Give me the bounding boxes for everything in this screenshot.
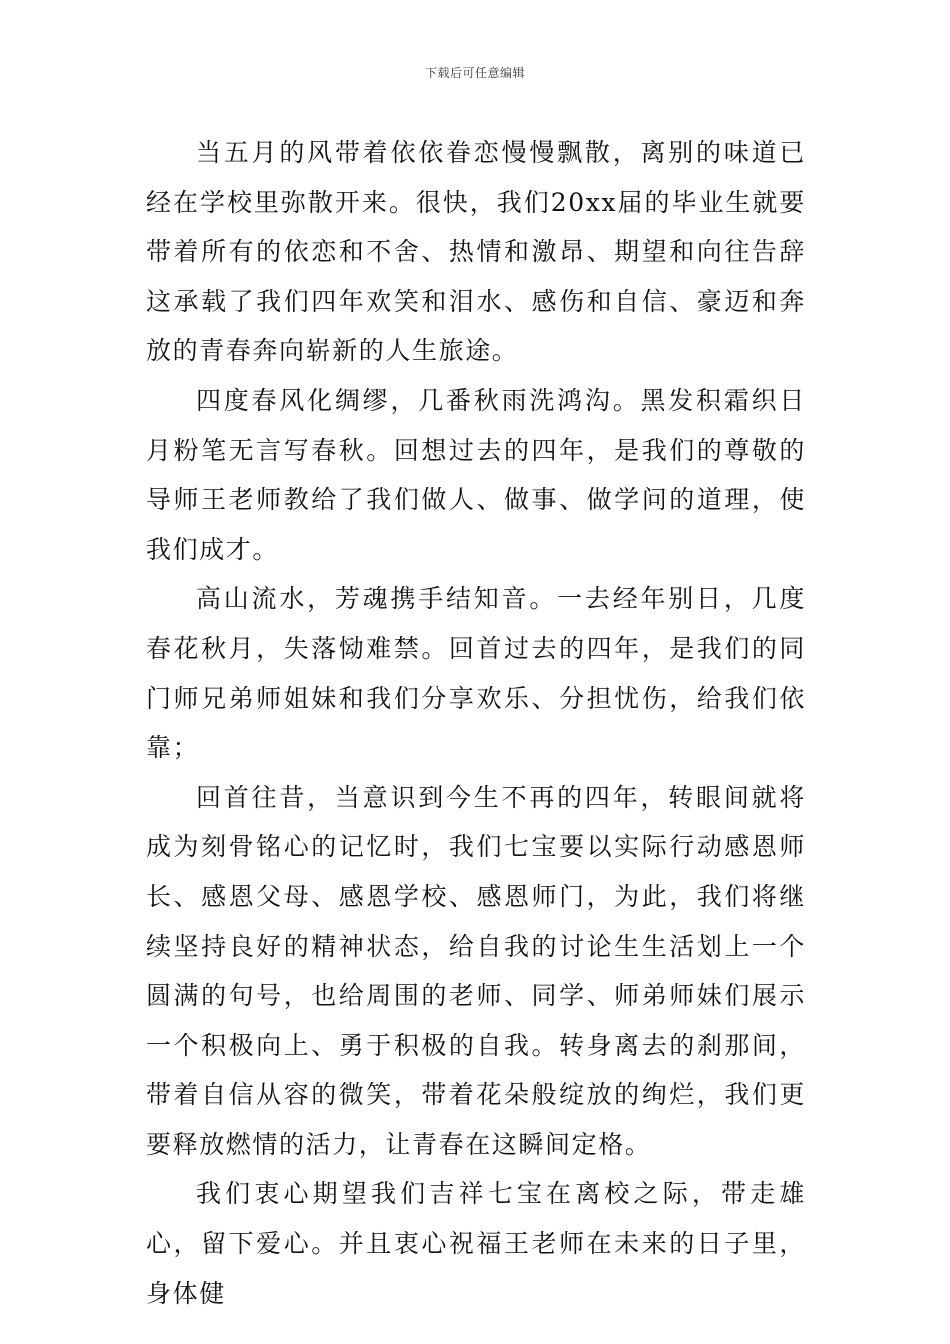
paragraph: 回首往昔，当意识到今生不再的四年，转眼间就将成为刻骨铭心的记忆时，我们七宝要以实际行动感恩师长、感恩父母、感恩学校、感恩师门，为此，我们将继续坚持良好的精神状态，给自我的讨论生生活划上一个圆满的句号，也给周围的老师、同学、师弟师妹们展示一个积极向上、勇于积极的自我。转身离去的刹那间，带着自信从容的微笑，带着花朵般绽放的绚烂，我们更要释放燃情的活力，让青春在这瞬间定格。 [146, 782, 806, 1159]
paragraph: 我们衷心期望我们吉祥七宝在离校之际，带走雄心，留下爱心。并且衷心祝福王老师在未来的日子里，身体健 [146, 1179, 806, 1308]
paragraph: 四度春风化绸缪，几番秋雨洗鸿沟。黑发积霜织日月粉笔无言写春秋。回想过去的四年，是我们的尊敬的导师王老师教给了我们做人、做事、做学问的道理，使我们成才。 [146, 385, 806, 564]
paragraph: 当五月的风带着依依眷恋慢慢飘散，离别的味道已经在学校里弥散开来。很快，我们20xx届的毕业生就要带着所有的依恋和不舍、热情和激昂、期望和向往告辞这承载了我们四年欢笑和泪水、感伤和自信、豪迈和奔放的青春奔向崭新的人生旅途。 [146, 138, 806, 366]
document-body [146, 128, 806, 1318]
page-header-note: 下载后可任意编辑 [424, 66, 525, 80]
paragraph: 高山流水，芳魂携手结知音。一去经年别日，几度春花秋月，失落恸难禁。回首过去的四年，是我们的同门师兄弟师姐妹和我们分享欢乐、分担忧伤，给我们依靠； [146, 584, 806, 763]
